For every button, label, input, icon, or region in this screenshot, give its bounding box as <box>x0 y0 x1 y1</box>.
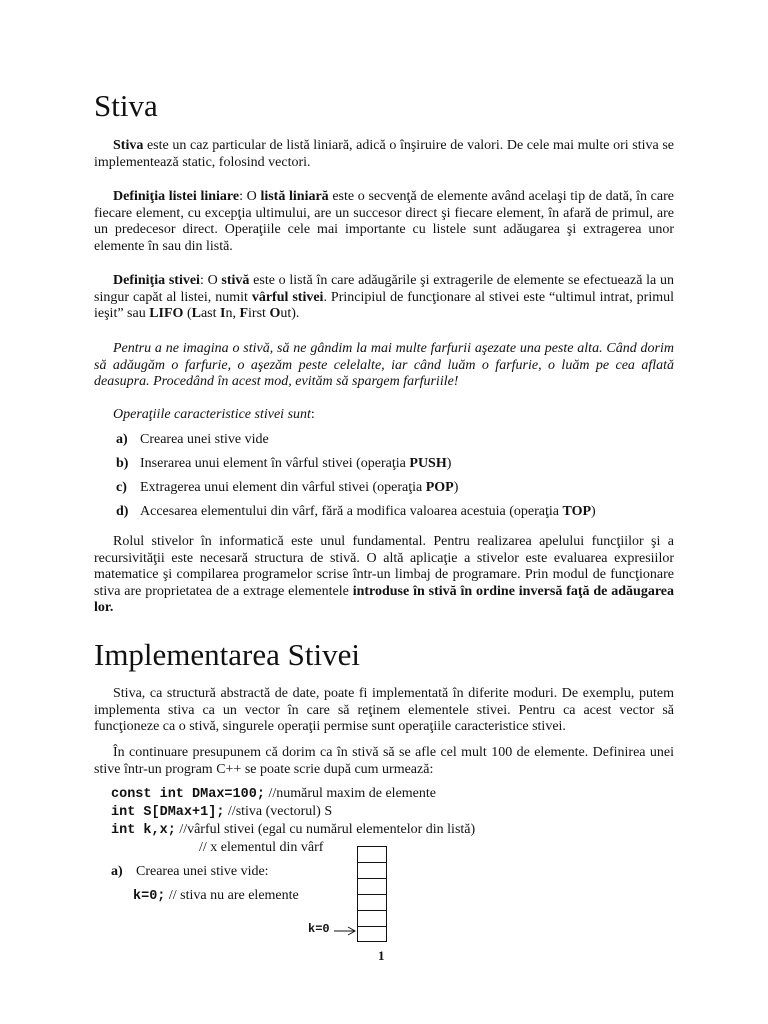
stack-cell <box>358 879 386 895</box>
def-term: listă liniară <box>260 189 329 204</box>
list-item <box>116 480 458 496</box>
code-comment: //numărul maxim de elemente <box>264 786 436 801</box>
stack-cell <box>358 847 386 863</box>
list-item <box>116 504 596 520</box>
def-stack-t5: ast <box>200 306 221 321</box>
lifo: LIFO <box>149 306 184 321</box>
item-label: d) <box>116 504 129 519</box>
def-stack-t3: . Principiul de funcţionare al stivei este “ultimul intrat, primul ieşit” sau <box>94 289 675 321</box>
stack-cell <box>358 895 386 911</box>
role-text: Rolul stivelor în informatică este unul fundamental. Pentru realizarea apelului funcţiilor şi a recursivităţii este necesară structura de stivă. O altă aplicaţie a stivelor este evaluarea expresiilor matematice şi compilarea programelor scrise într-un limbaj de programare. Prin modul de funcţionare stiva are proprietatea de a extrage elementele <box>94 534 674 599</box>
intro-paragraph <box>94 138 674 171</box>
item-op: TOP <box>562 504 592 519</box>
lifo-f: F <box>239 306 249 321</box>
def-text: este o secvenţă de elemente având acelaşi tip de dată, în care fiecare element, cu excepţia ultimului, are un succesor direct şi fiecare element, în afară de primul, are un predecesor direct. Operaţiile cele mai importante cu listele sunt adăugarea şi extragerea unor elemente în sau din listă. <box>94 189 674 254</box>
stack-cell <box>358 863 386 879</box>
item-text: Extragerea unui element din vârful stivei (operaţia <box>140 480 426 495</box>
role-bold: introduse în stivă în ordine inversă faţă de adăugarea lor. <box>94 583 674 615</box>
code-line <box>111 804 332 820</box>
code-text: int S[DMax+1]; <box>111 805 225 820</box>
def-stack-term: stivă <box>221 273 250 288</box>
item-op: PUSH <box>409 456 447 471</box>
def-colon: : O <box>239 189 261 204</box>
term-stiva: Stiva <box>113 138 144 153</box>
item-text: Inserarea unui element în vârful stivei (operaţia <box>140 456 410 471</box>
ops-title-text: Operaţiile caracteristice stivei sunt <box>113 407 311 422</box>
lifo-i: I <box>220 306 226 321</box>
code-text: int k,x; <box>111 823 176 838</box>
item-op: POP <box>425 480 454 495</box>
list-item <box>116 456 451 472</box>
stack-pointer-label: k=0 <box>308 922 330 936</box>
step-label: a) <box>111 864 123 879</box>
step-a <box>111 864 269 880</box>
def-stack-t2: este o listă în care adăugările şi extragerile de elemente se efectuează la un singur capăt al listei, numit <box>94 273 675 305</box>
item-close: ) <box>453 480 459 495</box>
step-a-code <box>133 888 299 904</box>
implementation-paragraph: Stiva, ca structură abstractă de date, poate fi implementată în diferite moduri. De exemplu, putem implementa stiva ca un vector în care să reţinem elementele stivei. Pentru ca acest vector să funcţioneze ca o stivă, singurele operaţii permise sunt operaţiile caracteristice stivei. <box>94 686 674 734</box>
item-label: b) <box>116 456 129 471</box>
stack-diagram <box>357 846 387 942</box>
def-stack-t1: : O <box>199 273 222 288</box>
ops-title-colon: : <box>310 407 315 422</box>
def-stack-label: Definiţia stivei <box>113 273 200 288</box>
code-text: k=0; <box>133 889 166 904</box>
section-title: Implementarea Stivei <box>94 637 360 672</box>
intro-text: este un caz particular de listă liniară, adică o înşiruire de valori. De cele mai multe ori stiva se implementează static, folosind vectori. <box>94 138 674 170</box>
item-close: ) <box>591 504 596 519</box>
item-text: Crearea unei stive vide <box>140 432 269 447</box>
item-label: a) <box>116 432 128 447</box>
lifo-o: O <box>269 306 281 321</box>
linear-list-definition <box>94 189 674 255</box>
code-comment: //vârful stivei (egal cu numărul elementelor din listă) <box>175 822 476 837</box>
stack-cell <box>358 911 386 927</box>
pointer-arrow-icon <box>334 926 358 936</box>
item-close: ) <box>446 456 452 471</box>
analogy-paragraph: Pentru a ne imagina o stivă, să ne gândim la mai multe farfurii aşezate una peste alta. Când dorim să adăugăm o farfurie, o aşezăm peste celelalte, iar când luăm o farfurie, o luăm pe cea aflată deasupra. Procedând în acest mod, evităm să spargem farfuriile! <box>94 341 674 389</box>
definition-paragraph: În continuare presupunem că dorim ca în stivă să se afle cel mult 100 de elemente. Definirea unei stive într-un program C++ se poate scrie după cum urmează: <box>94 745 674 777</box>
list-item <box>116 432 269 448</box>
code-comment-continued: // x elementul din vârf <box>199 840 324 855</box>
page-title: Stiva <box>94 88 158 123</box>
page-number: 1 <box>378 948 385 963</box>
stack-cell <box>358 927 386 943</box>
code-comment: //stiva (vectorul) S <box>224 804 333 819</box>
def-label: Definiţia listei liniare <box>113 189 240 204</box>
def-stack-t7: irst <box>248 306 270 321</box>
lifo-l: L <box>191 306 201 321</box>
code-text: const int DMax=100; <box>111 787 265 802</box>
def-stack-top: vârful stivei <box>251 289 324 305</box>
operations-title <box>94 407 674 424</box>
def-stack-t8: ut). <box>280 306 300 321</box>
item-text: Accesarea elementului din vârf, fără a modifica valoarea acestuia (operaţia <box>140 504 563 519</box>
def-stack-t6: n, <box>225 306 240 321</box>
code-line <box>111 786 436 802</box>
role-paragraph <box>94 534 674 617</box>
step-text: Crearea unei stive vide: <box>136 864 269 879</box>
code-line <box>111 822 475 838</box>
stack-definition <box>94 273 674 323</box>
def-stack-t4: ( <box>183 306 192 321</box>
code-comment: // stiva nu are elemente <box>165 888 299 903</box>
item-label: c) <box>116 480 127 495</box>
